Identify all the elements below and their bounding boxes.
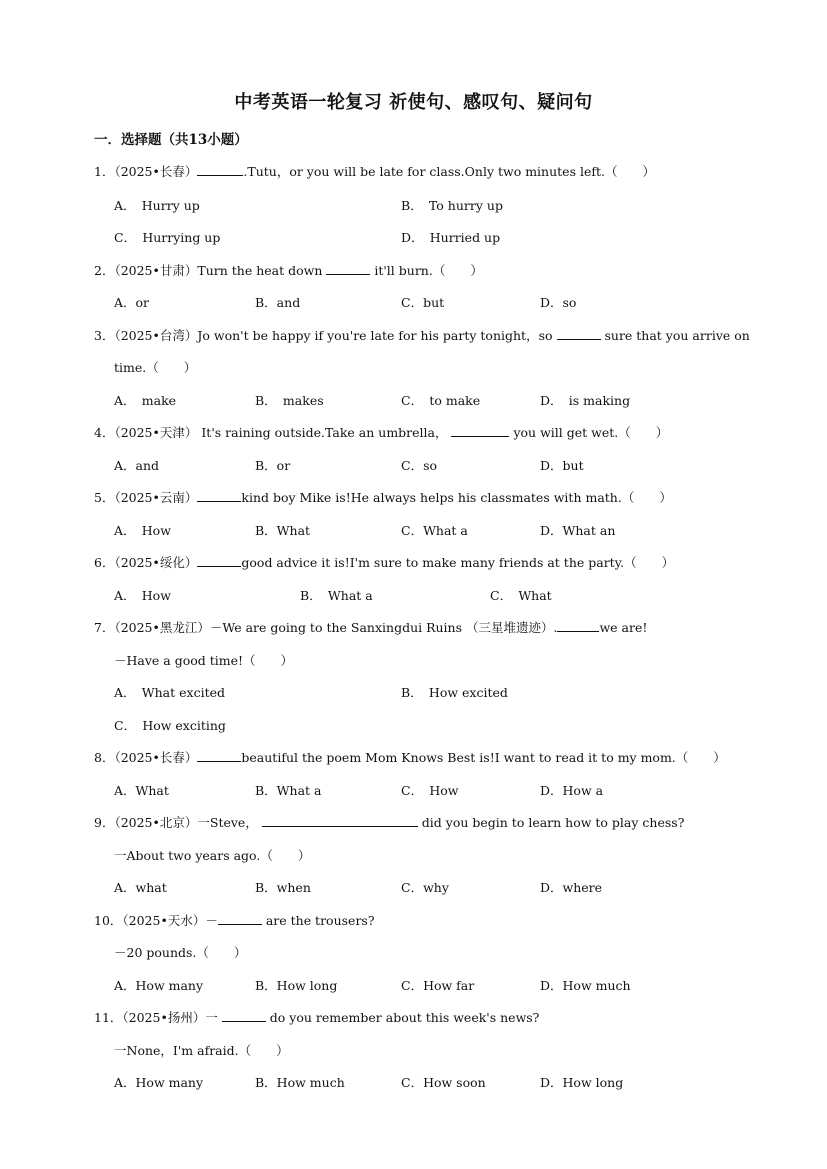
question-3: 3．（2025•台湾）Jo won't be happy if you're late for his party tonight，so sure that you arrive on	[94, 328, 750, 343]
option-b[interactable]: B． What a	[300, 588, 373, 603]
question-7-cont: －Have a good time!（ ）	[114, 653, 294, 668]
question-6: 6．（2025•绥化） good advice it is!I'm sure to make many friends at the party.（ ）	[94, 555, 675, 570]
option-b[interactable]: B．and	[255, 295, 301, 310]
option-c[interactable]: C．How soon	[401, 1075, 486, 1090]
option-a[interactable]: A．What	[114, 783, 169, 798]
answer-blank[interactable]	[197, 489, 241, 502]
option-c[interactable]: C．What a	[401, 523, 468, 538]
question-7: 7．（2025•黑龙江）－We are going to the Sanxingdui Ruins （三星堆遗迹）. we are!	[94, 620, 648, 635]
option-a[interactable]: A．what	[114, 880, 167, 895]
option-c[interactable]: C．How far	[401, 978, 475, 993]
answer-blank[interactable]	[197, 554, 241, 567]
answer-blank[interactable]	[197, 163, 243, 176]
option-b[interactable]: B． makes	[255, 393, 324, 408]
option-c[interactable]: C． How	[401, 783, 459, 798]
option-d[interactable]: D． is making	[540, 393, 631, 408]
answer-blank[interactable]	[451, 424, 509, 437]
answer-blank[interactable]	[218, 912, 262, 925]
option-d[interactable]: D．so	[540, 295, 577, 310]
option-c[interactable]: C． to make	[401, 393, 481, 408]
option-b[interactable]: B．How much	[255, 1075, 345, 1090]
option-d[interactable]: D．How much	[540, 978, 631, 993]
option-a[interactable]: A．and	[114, 458, 160, 473]
question-10: 10．（2025•天水）－ are the trousers?	[94, 913, 375, 928]
answer-blank[interactable]	[262, 814, 418, 827]
option-c[interactable]: C．but	[401, 295, 445, 310]
answer-blank[interactable]	[197, 749, 241, 762]
option-b[interactable]: B． To hurry up	[401, 198, 503, 213]
option-b[interactable]: B．or	[255, 458, 291, 473]
option-a[interactable]: A． Hurry up	[114, 198, 200, 213]
answer-blank[interactable]	[557, 619, 599, 632]
option-d[interactable]: D．but	[540, 458, 584, 473]
option-c[interactable]: C． Hurrying up	[114, 230, 221, 245]
question-4: 4．（2025•天津） It's raining outside.Take an umbrella， you will get wet.（ ）	[94, 425, 669, 440]
question-9: 9．（2025•北京）一Steve， did you begin to learn how to play chess?	[94, 815, 685, 830]
option-b[interactable]: B．What	[255, 523, 311, 538]
option-b[interactable]: B．What a	[255, 783, 322, 798]
option-a[interactable]: A． What excited	[114, 685, 225, 700]
option-a[interactable]: A． How	[114, 588, 171, 603]
question-2: 2．（2025•甘肃）Turn the heat down it'll burn.（ ）	[94, 263, 483, 278]
option-c[interactable]: C． What	[490, 588, 552, 603]
option-b[interactable]: B．How long	[255, 978, 338, 993]
option-a[interactable]: A．How many	[114, 1075, 204, 1090]
option-d[interactable]: D．What an	[540, 523, 616, 538]
question-8: 8．（2025•长春） beautiful the poem Mom Knows Best is!I want to read it to my mom.（ ）	[94, 750, 726, 765]
question-11-cont: 一None，I'm afraid.（ ）	[114, 1043, 289, 1058]
section-heading: 一．选择题（共13小题）	[94, 132, 248, 148]
option-d[interactable]: D．where	[540, 880, 603, 895]
answer-blank[interactable]	[557, 327, 601, 340]
question-9-cont: 一About two years ago.（ ）	[114, 848, 311, 863]
option-b[interactable]: B．when	[255, 880, 311, 895]
question-1: 1．（2025•长春） .Tutu，or you will be late for class.Only two minutes left.（ ）	[94, 164, 655, 179]
question-10-cont: －20 pounds.（ ）	[114, 945, 247, 960]
question-3-cont: time.（ ）	[114, 360, 197, 375]
option-c[interactable]: C．so	[401, 458, 438, 473]
option-a[interactable]: A．How many	[114, 978, 204, 993]
option-d[interactable]: D．How a	[540, 783, 604, 798]
option-c[interactable]: C．why	[401, 880, 449, 895]
option-a[interactable]: A．or	[114, 295, 150, 310]
answer-blank[interactable]	[222, 1009, 266, 1022]
page-title: 中考英语一轮复习 祈使句、感叹句、疑问句	[234, 92, 593, 113]
option-a[interactable]: A． make	[114, 393, 177, 408]
question-11: 11．（2025•扬州）一 do you remember about this week's news?	[94, 1010, 540, 1025]
option-d[interactable]: D．How long	[540, 1075, 624, 1090]
option-d[interactable]: D． Hurried up	[401, 230, 501, 245]
option-c[interactable]: C． How exciting	[114, 718, 226, 733]
option-b[interactable]: B． How excited	[401, 685, 508, 700]
answer-blank[interactable]	[326, 262, 370, 275]
option-a[interactable]: A． How	[114, 523, 171, 538]
question-5: 5．（2025•云南） kind boy Mike is!He always helps his classmates with math.（ ）	[94, 490, 672, 505]
